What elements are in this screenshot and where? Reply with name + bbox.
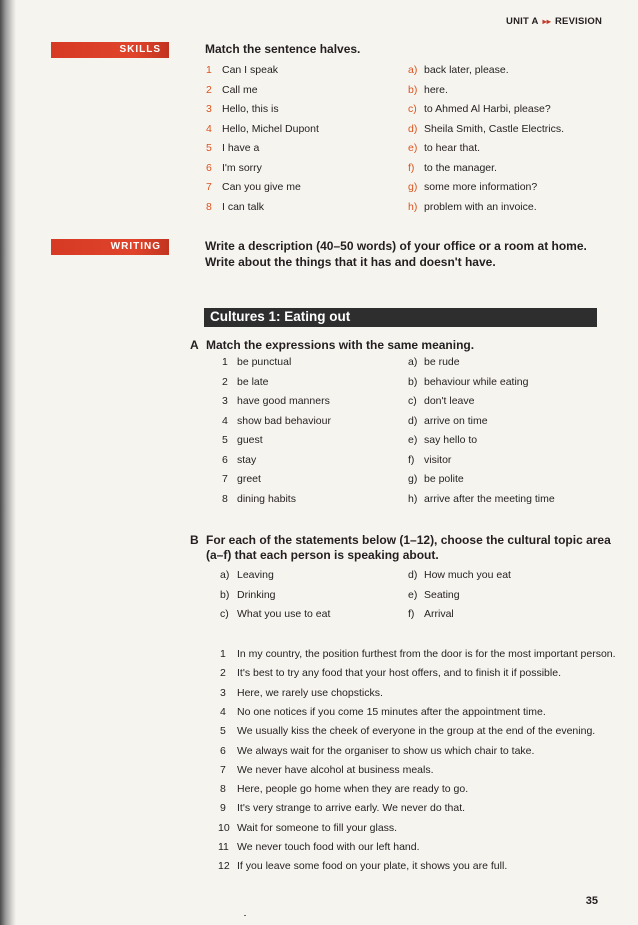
expression-item-marker: 3 — [222, 395, 228, 407]
statement-item-text: We never touch food with our left hand. — [237, 841, 420, 853]
statement-item-text: No one notices if you come 15 minutes after the appointment time. — [237, 705, 546, 718]
statement-item-text: We never have alcohol at business meals. — [237, 763, 434, 776]
skills-right-item-marker: b) — [408, 83, 418, 96]
skills-left-item-text: I have a — [222, 142, 260, 154]
statement-item-marker: 9 — [220, 802, 226, 815]
section-a-letter: A — [190, 338, 199, 352]
statement-item-text: We always wait for the organiser to show us which chair to take. — [237, 744, 535, 757]
skills-left-item-marker: 6 — [206, 161, 212, 174]
skills-left-item-text: Hello, Michel Dupont — [222, 122, 319, 135]
banner-rule — [204, 326, 597, 327]
writing-tag: WRITING — [51, 239, 169, 255]
statement-item-text: If you leave some food on your plate, it shows you are full. — [237, 860, 508, 873]
skills-right-item-text: to Ahmed Al Harbi, please? — [424, 103, 551, 115]
expression-item-text: stay — [237, 453, 257, 466]
expression-item-marker: 1 — [222, 356, 228, 368]
skills-left-item-marker: 1 — [206, 64, 212, 76]
skills-instruction: Match the sentence halves. — [205, 42, 361, 56]
statement-item-text: Here, we rarely use chopsticks. — [237, 686, 383, 699]
topic-item-marker: c) — [220, 608, 229, 620]
meaning-item-text: visitor — [424, 453, 452, 466]
topic-item-text: What you use to eat — [237, 608, 331, 620]
skills-right-item-text: to the manager. — [424, 161, 497, 174]
statement-item-text: It's very strange to arrive early. We never do that. — [237, 802, 466, 815]
statement-item-marker: 2 — [220, 667, 226, 680]
writing-line-2: Write about the things that it has and doesn't have. — [205, 255, 496, 269]
statement-item-marker: 8 — [220, 783, 226, 796]
meaning-item-text: arrive after the meeting time — [424, 492, 555, 505]
topic-item-marker: d) — [408, 569, 418, 581]
skills-right-item-marker: d) — [408, 122, 418, 135]
writing-line-1: Write a description (40–50 words) of your office or a room at home. — [205, 239, 587, 253]
section-a-instruction: Match the expressions with the same meaning. — [206, 338, 475, 352]
statement-item-text: It's best to try any food that your host offers, and to finish it if possible. — [237, 667, 561, 680]
topic-item-marker: a) — [220, 569, 230, 581]
meaning-item-marker: f) — [408, 453, 415, 466]
topic-item-text: Drinking — [237, 588, 276, 601]
skills-left-item-text: Hello, this is — [222, 103, 279, 115]
expression-item-marker: 2 — [222, 375, 228, 388]
skills-right-item-marker: a) — [408, 64, 418, 76]
topic-item-text: How much you eat — [424, 569, 511, 581]
meaning-item-text: say hello to — [424, 434, 478, 446]
statement-item-text: We usually kiss the cheek of everyone in the group at the end of the evening. — [237, 725, 596, 738]
skills-right-item-text: problem with an invoice. — [424, 200, 537, 213]
meaning-item-marker: c) — [408, 395, 417, 407]
meaning-item-text: be polite — [424, 473, 464, 485]
statement-item-marker: 6 — [220, 744, 226, 757]
meaning-item-text: arrive on time — [424, 414, 488, 427]
topic-item-text: Seating — [424, 588, 460, 601]
skills-left-item-marker: 8 — [206, 200, 212, 213]
statement-item-marker: 12 — [218, 860, 230, 873]
statement-item-marker: 4 — [220, 705, 226, 718]
expression-item-marker: 8 — [222, 492, 228, 505]
print-speck — [244, 915, 246, 916]
skills-left-item-text: I can talk — [222, 200, 265, 213]
expression-item-text: guest — [237, 434, 263, 446]
skills-left-item-text: Call me — [222, 83, 258, 96]
section-label: REVISION — [555, 16, 602, 27]
expression-item-marker: 5 — [222, 434, 228, 446]
statement-item-marker: 11 — [218, 841, 229, 853]
skills-right-item-text: to hear that. — [424, 142, 481, 154]
expression-item-text: dining habits — [237, 492, 296, 505]
skills-right-item-text: back later, please. — [424, 64, 509, 76]
skills-left-item-text: I'm sorry — [222, 161, 262, 174]
expression-item-marker: 6 — [222, 453, 228, 466]
topic-item-marker: e) — [408, 588, 418, 601]
skills-left-item-marker: 2 — [206, 83, 212, 96]
skills-right-item-marker: g) — [408, 181, 418, 193]
expression-item-marker: 4 — [222, 414, 228, 427]
skills-right-item-marker: e) — [408, 142, 418, 154]
meaning-item-marker: e) — [408, 434, 418, 446]
statement-item-text: Wait for someone to fill your glass. — [237, 821, 398, 834]
meaning-item-marker: g) — [408, 473, 418, 485]
skills-left-item-marker: 4 — [206, 122, 212, 135]
meaning-item-text: be rude — [424, 356, 460, 368]
expression-item-text: be punctual — [237, 356, 292, 368]
skills-left-item-text: Can I speak — [222, 64, 279, 76]
statement-item-marker: 5 — [220, 725, 226, 738]
topic-item-marker: f) — [408, 608, 415, 620]
meaning-item-marker: b) — [408, 375, 418, 388]
running-head — [506, 16, 602, 27]
meaning-item-text: don't leave — [424, 395, 475, 407]
meaning-item-marker: h) — [408, 492, 418, 505]
skills-left-item-marker: 7 — [206, 181, 212, 193]
skills-left-item-marker: 3 — [206, 103, 212, 115]
skills-right-item-marker: f) — [408, 161, 415, 174]
statement-item-text: Here, people go home when they are ready to go. — [237, 783, 469, 796]
statement-item-marker: 10 — [218, 821, 230, 834]
statement-item-text: In my country, the position furthest from the door is for the most important person. — [237, 648, 616, 660]
expression-item-text: greet — [237, 473, 261, 485]
topic-item-marker: b) — [220, 588, 230, 601]
skills-right-item-text: Sheila Smith, Castle Electrics. — [424, 122, 565, 135]
section-b-instruction-2: (a–f) that each person is speaking about. — [206, 548, 439, 562]
skills-tag: SKILLS — [51, 42, 169, 58]
statement-item-marker: 3 — [220, 686, 226, 699]
page-number: 35 — [585, 895, 598, 907]
expression-item-text: show bad behaviour — [237, 414, 331, 427]
skills-right-item-text: some more information? — [424, 181, 538, 193]
skills-left-item-text: Can you give me — [222, 181, 301, 193]
book-spine-shadow — [0, 0, 16, 925]
statement-item-marker: 7 — [220, 763, 226, 776]
topic-item-text: Arrival — [424, 608, 454, 620]
skills-right-item-marker: c) — [408, 103, 417, 115]
meaning-item-text: behaviour while eating — [424, 375, 529, 388]
skills-left-item-marker: 5 — [206, 142, 212, 154]
skills-right-item-text: here. — [424, 83, 448, 96]
expression-item-text: have good manners — [237, 395, 330, 407]
expression-item-text: be late — [237, 375, 269, 388]
meaning-item-marker: a) — [408, 356, 418, 368]
unit-label: UNIT A — [506, 16, 539, 27]
topic-item-text: Leaving — [237, 569, 274, 581]
meaning-item-marker: d) — [408, 414, 418, 427]
section-b-letter: B — [190, 533, 199, 547]
statement-item-marker: 1 — [220, 648, 226, 660]
expression-item-marker: 7 — [222, 473, 228, 485]
double-arrow-icon: ▸▸ — [542, 17, 551, 26]
cultures-banner: Cultures 1: Eating out — [204, 308, 597, 326]
section-b-instruction-1: For each of the statements below (1–12), choose the cultural topic area — [206, 533, 611, 547]
skills-right-item-marker: h) — [408, 200, 418, 213]
